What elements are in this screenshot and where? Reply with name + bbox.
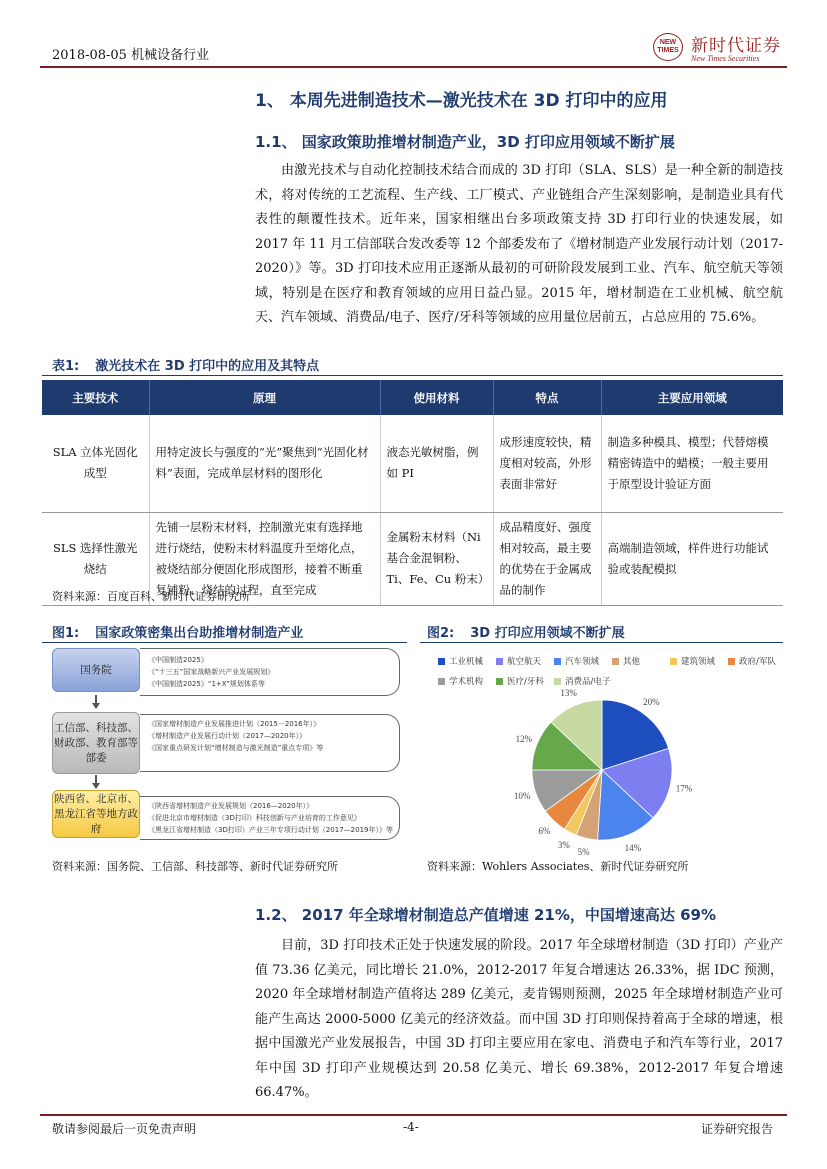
legend-label: 消费品/电子 [565,677,611,687]
table-cell: 金属粉末材料（Ni 基合金混铜粉、Ti、Fe、Cu 粉末） [380,512,493,605]
figure-2-number: 图2: [427,626,455,641]
legend-swatch [670,658,677,665]
table-1-source: 资料来源：百度百科、新时代证券研究所 [52,590,250,603]
footer-disclaimer: 敬请参阅最后一页免责声明 [52,1122,197,1136]
table-cell: 液态光敏树脂，例如 PI [380,415,493,512]
legend-label: 航空航天 [507,657,542,667]
table-row [42,415,783,512]
legend-item [670,655,715,667]
section-1-1-title: 1.1、 国家政策助推增材制造产业，3D 打印应用领域不断扩展 [255,133,675,151]
section-1-2-title: 1.2、 2017 年全球增材制造总产值增速 21%，中国增速高达 69% [255,906,717,924]
pie-slice-label: 20% [643,697,660,708]
table-cell: 成品精度好、强度相对较高，最主要的优势在于金属成品的制作 [493,512,601,605]
table-cell: 制造多种模具、模型；代替熔模精密铸造中的蜡模；一般主要用于原型设计验证方面 [601,415,783,512]
table-header-cell: 特点 [493,380,601,415]
section-1-2-paragraph: 目前，3D 打印技术正处于快速发展的阶段。2017 年全球增材制造（3D 打印）产业产值 73.36 亿美元，同比增长 21.0%，2012-2017 年复合增速达 26.33%，据 IDC 预测，2020 年全球增材制造产值将达 289 亿美元，麦肯锡则预测，2025 年全球增材制造产业可能产生高达 2000-5000 亿美元的经济效益。而中国 3D 打印则保持着高于全球的增速，根据中国激光产业发展报告，中国 3D 打印主要应用在家电、消费电子和汽车等行业，2017 年中国 3D 打印产业规模达到 20.58 亿美元、增长 69.38%，2012-2017 年复合增速 66.47%。 [255,938,783,1100]
legend-label: 汽车领域 [565,657,600,667]
legend-item [438,675,483,687]
footer-report-type: 证券研究报告 [701,1122,774,1136]
flow-box-local-governments: 陕西省、北京市、黑龙江省等地方政府 [52,790,140,838]
pie-slice-label: 10% [513,790,531,801]
legend-item [728,655,776,667]
pie-chart [513,687,720,857]
policy-item: 《促进北京市增材制造（3D打印）科技创新与产业培育的工作意见》 [148,814,361,822]
table-cell: SLA 立体光固化成型 [42,415,149,512]
page-number: -4- [403,1120,419,1134]
policy-item: 《陕西省增材制造产业发展规划（2016—2020年）》 [148,802,314,810]
table-header-cell: 主要技术 [42,380,149,415]
pie-slice-label: 17% [675,783,693,794]
policy-item: 《黑龙江省增材制造（3D打印）产业三年专项行动计划（2017—2019年）》等 [148,826,393,834]
table-1-caption [52,355,319,374]
table-cell: 成形速度较快，精度相对较高，外形表面非常好 [493,415,601,512]
section-1-1-paragraph: 由激光技术与自动化控制技术结合而成的 3D 打印（SLA、SLS）是一种全新的制造技术，将对传统的工艺流程、生产线、工厂模式、产业链组合产生深刻影响，是制造业具有代表性的颠覆性技术。近年来，国家相继出台多项政策支持 3D 打印行业的快速发展，如 2017 年 11 月工信部联合发改委等 12 个部委发布了《增材制造产业发展行动计划（2017-2020）》等。3D 打印技术应用正逐渐从最初的可研阶段发展到工业、汽车、航空航天等领域，特别是在医疗和教育领域的应用日益凸显。2015 年，增材制造在工业机械、航空航天、汽车领域、消费品/电子、医疗/牙科等领域的应用量位居前五，占总应用的 75.6%。 [255,163,783,325]
legend-swatch [612,658,619,665]
table-header-cell: 主要应用领域 [601,380,783,415]
table-1-title: 激光技术在 3D 打印中的应用及其特点 [95,359,320,374]
policy-list-ministries [148,718,323,754]
company-logo [653,31,783,65]
figure-1-caption-rule [42,642,407,643]
policy-item: 《增材制造产业发展行动计划（2017—2020年）》 [148,732,307,740]
header-divider [40,66,787,68]
figure-2-title: 3D 打印应用领域不断扩展 [470,626,625,641]
table-cell: 高端制造领域，样件进行功能试验或装配模拟 [601,512,783,605]
figure-2-source: 资料来源：Wohlers Associates、新时代证券研究所 [427,860,689,873]
pie-slice-label: 13% [560,687,577,698]
table-cell: 用特定波长与强度的“光”聚焦到“光固化材料”表面，完成单层材料的图形化 [149,415,380,512]
table-1-caption-rule [42,375,783,376]
legend-swatch [728,658,735,665]
table-1-number: 表1: [52,359,80,374]
figure-1-source: 资料来源：国务院、工信部、科技部等、新时代证券研究所 [52,860,338,873]
legend-label: 工业机械 [449,657,484,667]
policy-item: 《中国制造2025》“1+X”规划体系等 [148,680,265,688]
legend-swatch [438,658,445,665]
section-1-title: 1、 本周先进制造技术—激光技术在 3D 打印中的应用 [255,91,668,111]
legend-item [438,655,483,667]
pie-slice-label: 3% [557,839,570,850]
legend-item [554,655,599,667]
legend-swatch [496,678,503,685]
pie-slice-label: 5% [577,846,590,857]
legend-swatch [554,658,561,665]
policy-list-local [148,800,393,836]
table-header-row [42,380,783,415]
table-header-cell: 使用材料 [380,380,493,415]
policy-list-state-council [148,654,274,690]
table-header-cell: 原理 [149,380,380,415]
table-cell: 先铺一层粉末材料，控制激光束有选择地进行烧结，使粉末材料温度升至熔化点，被烧结部分便固化形成图形，接着不断重复铺粉、烧结的过程，直至完成 [149,512,380,605]
flow-arrow-icon [92,775,100,789]
policy-item: 《中国制造2025》 [148,656,208,664]
header-date: 2018-08-05 机械设备行业 [52,48,210,63]
figure-2-caption [427,622,625,641]
figure-1-number: 图1: [52,626,80,641]
figure-1-caption [52,622,303,641]
table-cell: SLS 选择性激光烧结 [42,512,149,605]
legend-item [612,655,640,667]
flow-arrow-icon [92,695,100,709]
figure-2-caption-rule [420,642,783,643]
legend-swatch [438,678,445,685]
pie-slice-label: 6% [538,826,551,837]
legend-item [496,675,544,687]
legend-label: 建筑领域 [681,657,716,667]
tech-table [42,380,783,606]
policy-item: 《国家增材制造产业发展推进计划（2015－2016年）》 [148,720,321,728]
pie-slice-label: 14% [624,843,642,854]
policy-item: 《“十三五”国家战略新兴产业发展规划》 [148,668,275,676]
legend-label: 其他 [623,657,641,667]
logo-name-cn: 新时代证券 [691,36,781,56]
legend-item [554,675,610,687]
flow-box-state-council: 国务院 [52,648,140,692]
legend-swatch [496,658,503,665]
logo-name-en: New Times Securities [691,54,760,63]
legend-swatch [554,678,561,685]
figure-1-title: 国家政策密集出台助推增材制造产业 [95,626,304,641]
pie-slice-label: 12% [515,734,533,745]
legend-item [496,655,541,667]
legend-label: 学术机构 [449,677,484,687]
footer-divider [40,1114,787,1116]
policy-item: 《国家重点研发计划“增材制造与激光制造”重点专项》等 [148,744,324,752]
legend-label: 政府/军队 [739,657,776,667]
legend-label: 医疗/牙科 [507,677,544,687]
logo-seal-icon: NEW TIMES [653,33,683,61]
flow-box-ministries: 工信部、科技部、财政部、教育部等部委 [52,712,140,774]
